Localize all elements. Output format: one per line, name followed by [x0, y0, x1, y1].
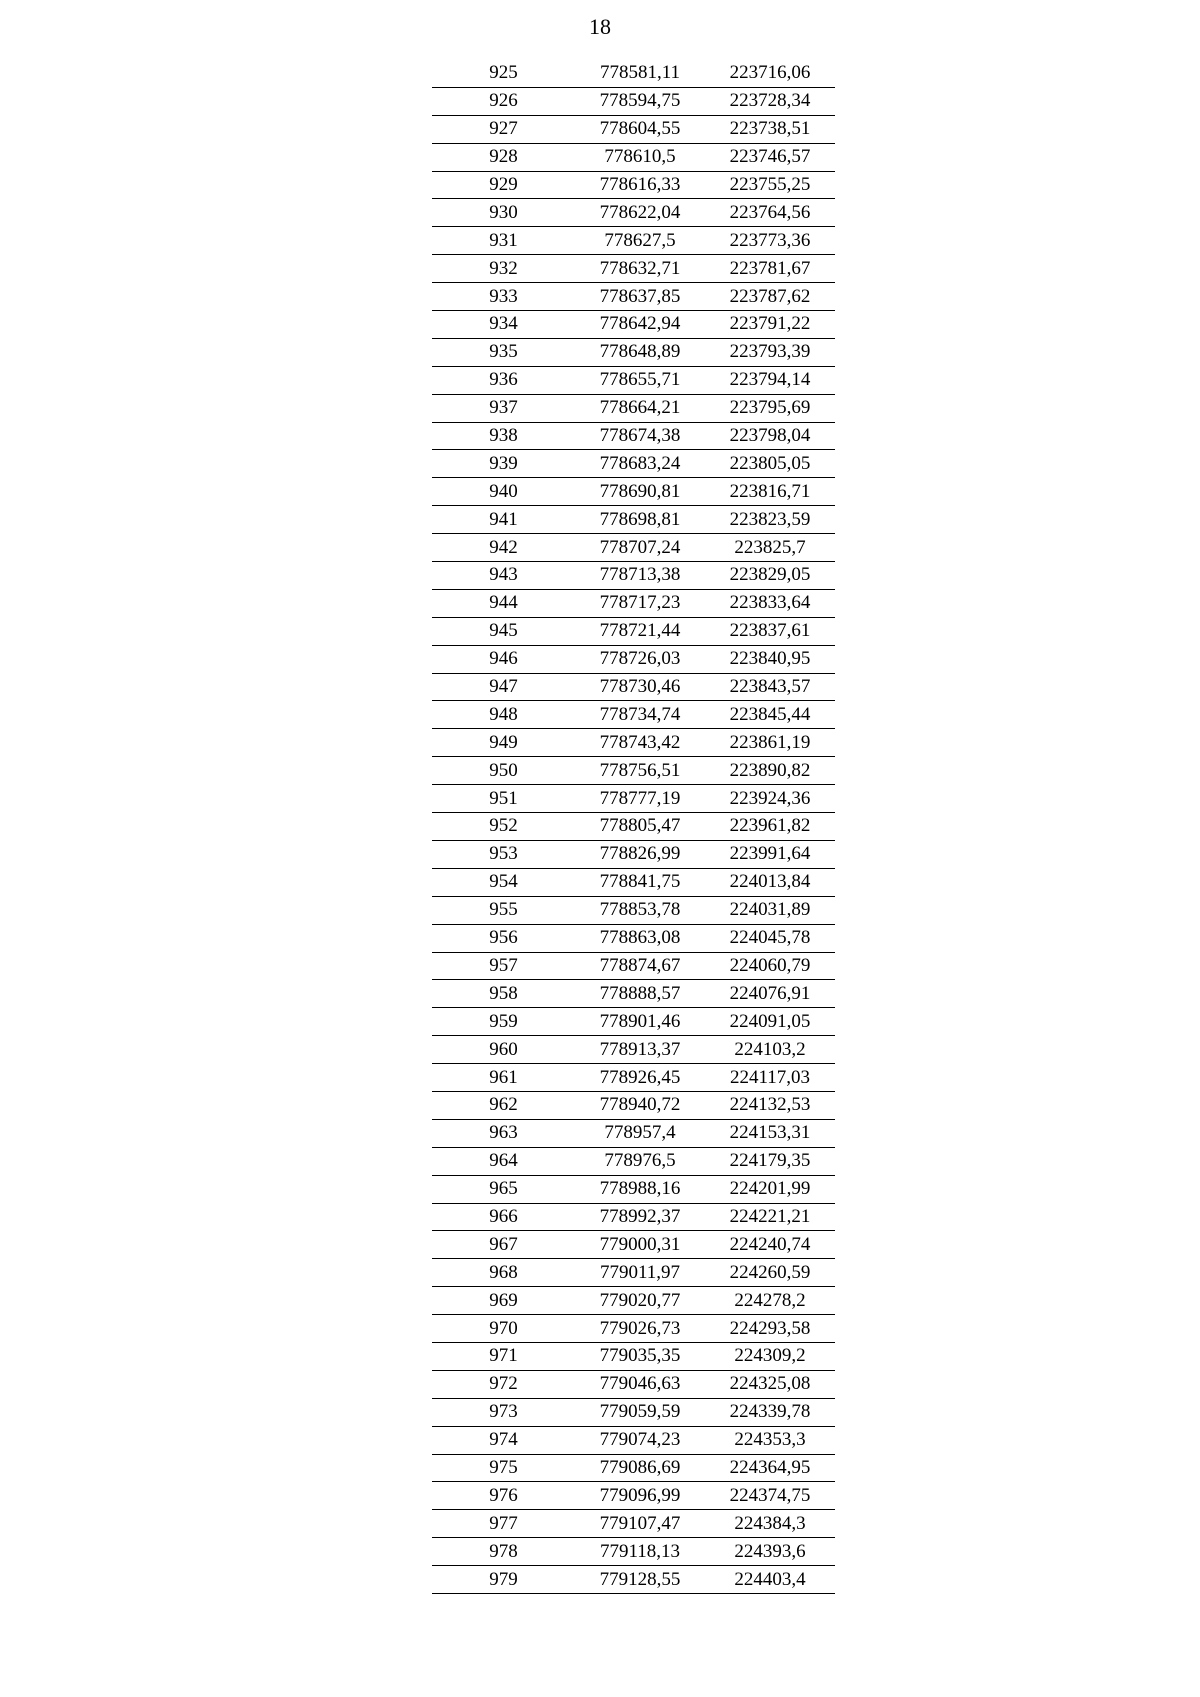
x-coordinate-cell: 778957,4: [575, 1119, 705, 1147]
x-coordinate-cell: 778690,81: [575, 478, 705, 506]
x-coordinate-cell: 778730,46: [575, 673, 705, 701]
x-coordinate-cell: 778674,38: [575, 422, 705, 450]
table-row: [432, 1147, 835, 1175]
y-coordinate-cell: 224403,4: [705, 1566, 835, 1594]
table-row: [432, 506, 835, 534]
point-number-cell: 933: [432, 283, 575, 311]
y-coordinate-cell: 223861,19: [705, 729, 835, 757]
point-number-cell: 951: [432, 785, 575, 813]
x-coordinate-cell: 778664,21: [575, 394, 705, 422]
table-row: [432, 283, 835, 311]
y-coordinate-cell: 223833,64: [705, 589, 835, 617]
x-coordinate-cell: 778637,85: [575, 283, 705, 311]
table-row: [432, 1036, 835, 1064]
x-coordinate-cell: 778707,24: [575, 534, 705, 562]
x-coordinate-cell: 778721,44: [575, 617, 705, 645]
point-number-cell: 932: [432, 255, 575, 283]
y-coordinate-cell: 224293,58: [705, 1315, 835, 1343]
table-row: [432, 87, 835, 115]
point-number-cell: 949: [432, 729, 575, 757]
table-row: [432, 868, 835, 896]
point-number-cell: 974: [432, 1426, 575, 1454]
table-row: [432, 1566, 835, 1594]
y-coordinate-cell: 224374,75: [705, 1482, 835, 1510]
table-row: [432, 1231, 835, 1259]
y-coordinate-cell: 223798,04: [705, 422, 835, 450]
y-coordinate-cell: 224278,2: [705, 1287, 835, 1315]
table-row: [432, 115, 835, 143]
table-row: [432, 199, 835, 227]
x-coordinate-cell: 778976,5: [575, 1147, 705, 1175]
y-coordinate-cell: 224013,84: [705, 868, 835, 896]
table-row: [432, 617, 835, 645]
table-row: [432, 924, 835, 952]
x-coordinate-cell: 778853,78: [575, 896, 705, 924]
table-row: [432, 673, 835, 701]
y-coordinate-cell: 224060,79: [705, 952, 835, 980]
y-coordinate-cell: 224153,31: [705, 1119, 835, 1147]
point-number-cell: 942: [432, 534, 575, 562]
table-row: [432, 1426, 835, 1454]
coordinates-table: [432, 60, 835, 1594]
y-coordinate-cell: 224260,59: [705, 1259, 835, 1287]
table-row: [432, 171, 835, 199]
table-row: [432, 338, 835, 366]
x-coordinate-cell: 778594,75: [575, 87, 705, 115]
x-coordinate-cell: 778610,5: [575, 143, 705, 171]
table-row: [432, 1287, 835, 1315]
table-row: [432, 450, 835, 478]
x-coordinate-cell: 779118,13: [575, 1538, 705, 1566]
table-row: [432, 143, 835, 171]
x-coordinate-cell: 779020,77: [575, 1287, 705, 1315]
table-row: [432, 1482, 835, 1510]
y-coordinate-cell: 223890,82: [705, 757, 835, 785]
x-coordinate-cell: 778698,81: [575, 506, 705, 534]
x-coordinate-cell: 778826,99: [575, 840, 705, 868]
x-coordinate-cell: 778756,51: [575, 757, 705, 785]
x-coordinate-cell: 779059,59: [575, 1398, 705, 1426]
y-coordinate-cell: 223825,7: [705, 534, 835, 562]
table-row: [432, 227, 835, 255]
y-coordinate-cell: 223845,44: [705, 701, 835, 729]
point-number-cell: 967: [432, 1231, 575, 1259]
point-number-cell: 950: [432, 757, 575, 785]
y-coordinate-cell: 223823,59: [705, 506, 835, 534]
x-coordinate-cell: 778632,71: [575, 255, 705, 283]
x-coordinate-cell: 778726,03: [575, 645, 705, 673]
x-coordinate-cell: 779046,63: [575, 1370, 705, 1398]
point-number-cell: 929: [432, 171, 575, 199]
y-coordinate-cell: 223793,39: [705, 338, 835, 366]
y-coordinate-cell: 223816,71: [705, 478, 835, 506]
y-coordinate-cell: 224132,53: [705, 1091, 835, 1119]
table-row: [432, 394, 835, 422]
y-coordinate-cell: 223755,25: [705, 171, 835, 199]
point-number-cell: 936: [432, 366, 575, 394]
table-row: [432, 729, 835, 757]
table-row: [432, 1454, 835, 1482]
table-row: [432, 1203, 835, 1231]
y-coordinate-cell: 223961,82: [705, 813, 835, 841]
y-coordinate-cell: 224201,99: [705, 1175, 835, 1203]
table-row: [432, 1259, 835, 1287]
y-coordinate-cell: 224221,21: [705, 1203, 835, 1231]
point-number-cell: 930: [432, 199, 575, 227]
point-number-cell: 972: [432, 1370, 575, 1398]
point-number-cell: 976: [432, 1482, 575, 1510]
table-row: [432, 1064, 835, 1092]
table-row: [432, 1315, 835, 1343]
table-row: [432, 1091, 835, 1119]
point-number-cell: 952: [432, 813, 575, 841]
table-row: [432, 785, 835, 813]
x-coordinate-cell: 778805,47: [575, 813, 705, 841]
table-row: [432, 952, 835, 980]
y-coordinate-cell: 223764,56: [705, 199, 835, 227]
x-coordinate-cell: 778642,94: [575, 311, 705, 339]
point-number-cell: 926: [432, 87, 575, 115]
point-number-cell: 954: [432, 868, 575, 896]
y-coordinate-cell: 223991,64: [705, 840, 835, 868]
x-coordinate-cell: 778683,24: [575, 450, 705, 478]
x-coordinate-cell: 779011,97: [575, 1259, 705, 1287]
x-coordinate-cell: 778988,16: [575, 1175, 705, 1203]
y-coordinate-cell: 223924,36: [705, 785, 835, 813]
table-row: [432, 1008, 835, 1036]
x-coordinate-cell: 778992,37: [575, 1203, 705, 1231]
x-coordinate-cell: 778743,42: [575, 729, 705, 757]
table-row: [432, 757, 835, 785]
point-number-cell: 948: [432, 701, 575, 729]
x-coordinate-cell: 778874,67: [575, 952, 705, 980]
point-number-cell: 979: [432, 1566, 575, 1594]
table-row: [432, 1175, 835, 1203]
point-number-cell: 925: [432, 60, 575, 87]
point-number-cell: 939: [432, 450, 575, 478]
y-coordinate-cell: 223716,06: [705, 60, 835, 87]
point-number-cell: 941: [432, 506, 575, 534]
point-number-cell: 973: [432, 1398, 575, 1426]
point-number-cell: 947: [432, 673, 575, 701]
point-number-cell: 965: [432, 1175, 575, 1203]
table-row: [432, 1370, 835, 1398]
x-coordinate-cell: 779035,35: [575, 1342, 705, 1370]
y-coordinate-cell: 224103,2: [705, 1036, 835, 1064]
y-coordinate-cell: 224117,03: [705, 1064, 835, 1092]
y-coordinate-cell: 224325,08: [705, 1370, 835, 1398]
point-number-cell: 961: [432, 1064, 575, 1092]
x-coordinate-cell: 778616,33: [575, 171, 705, 199]
y-coordinate-cell: 224353,3: [705, 1426, 835, 1454]
x-coordinate-cell: 778901,46: [575, 1008, 705, 1036]
point-number-cell: 928: [432, 143, 575, 171]
point-number-cell: 956: [432, 924, 575, 952]
point-number-cell: 971: [432, 1342, 575, 1370]
point-number-cell: 960: [432, 1036, 575, 1064]
table-row: [432, 701, 835, 729]
table-row: [432, 1119, 835, 1147]
x-coordinate-cell: 779026,73: [575, 1315, 705, 1343]
point-number-cell: 940: [432, 478, 575, 506]
point-number-cell: 958: [432, 980, 575, 1008]
point-number-cell: 963: [432, 1119, 575, 1147]
x-coordinate-cell: 778888,57: [575, 980, 705, 1008]
y-coordinate-cell: 223840,95: [705, 645, 835, 673]
point-number-cell: 970: [432, 1315, 575, 1343]
table-row: [432, 1342, 835, 1370]
table-row: [432, 534, 835, 562]
coordinates-table-body: [432, 60, 835, 1593]
y-coordinate-cell: 224031,89: [705, 896, 835, 924]
y-coordinate-cell: 223843,57: [705, 673, 835, 701]
table-row: [432, 1398, 835, 1426]
point-number-cell: 946: [432, 645, 575, 673]
point-number-cell: 953: [432, 840, 575, 868]
point-number-cell: 945: [432, 617, 575, 645]
y-coordinate-cell: 224384,3: [705, 1510, 835, 1538]
y-coordinate-cell: 224309,2: [705, 1342, 835, 1370]
table-row: [432, 1538, 835, 1566]
y-coordinate-cell: 223787,62: [705, 283, 835, 311]
x-coordinate-cell: 778734,74: [575, 701, 705, 729]
y-coordinate-cell: 223738,51: [705, 115, 835, 143]
table-row: [432, 422, 835, 450]
x-coordinate-cell: 778713,38: [575, 562, 705, 590]
point-number-cell: 927: [432, 115, 575, 143]
table-row: [432, 311, 835, 339]
x-coordinate-cell: 778863,08: [575, 924, 705, 952]
x-coordinate-cell: 778655,71: [575, 366, 705, 394]
table-row: [432, 896, 835, 924]
point-number-cell: 944: [432, 589, 575, 617]
point-number-cell: 975: [432, 1454, 575, 1482]
x-coordinate-cell: 779128,55: [575, 1566, 705, 1594]
point-number-cell: 964: [432, 1147, 575, 1175]
x-coordinate-cell: 778627,5: [575, 227, 705, 255]
y-coordinate-cell: 223781,67: [705, 255, 835, 283]
point-number-cell: 977: [432, 1510, 575, 1538]
table-row: [432, 589, 835, 617]
y-coordinate-cell: 224091,05: [705, 1008, 835, 1036]
y-coordinate-cell: 223746,57: [705, 143, 835, 171]
x-coordinate-cell: 779074,23: [575, 1426, 705, 1454]
table-row: [432, 840, 835, 868]
y-coordinate-cell: 224179,35: [705, 1147, 835, 1175]
point-number-cell: 969: [432, 1287, 575, 1315]
table-row: [432, 366, 835, 394]
point-number-cell: 968: [432, 1259, 575, 1287]
table-row: [432, 478, 835, 506]
y-coordinate-cell: 224364,95: [705, 1454, 835, 1482]
x-coordinate-cell: 778940,72: [575, 1091, 705, 1119]
point-number-cell: 931: [432, 227, 575, 255]
x-coordinate-cell: 779086,69: [575, 1454, 705, 1482]
table-row: [432, 60, 835, 87]
y-coordinate-cell: 223773,36: [705, 227, 835, 255]
table-row: [432, 255, 835, 283]
point-number-cell: 935: [432, 338, 575, 366]
y-coordinate-cell: 223795,69: [705, 394, 835, 422]
x-coordinate-cell: 778926,45: [575, 1064, 705, 1092]
x-coordinate-cell: 778717,23: [575, 589, 705, 617]
y-coordinate-cell: 223794,14: [705, 366, 835, 394]
page-number: 18: [589, 14, 611, 39]
y-coordinate-cell: 224076,91: [705, 980, 835, 1008]
point-number-cell: 943: [432, 562, 575, 590]
x-coordinate-cell: 778581,11: [575, 60, 705, 87]
x-coordinate-cell: 778604,55: [575, 115, 705, 143]
table-row: [432, 645, 835, 673]
y-coordinate-cell: 224240,74: [705, 1231, 835, 1259]
x-coordinate-cell: 778777,19: [575, 785, 705, 813]
y-coordinate-cell: 224339,78: [705, 1398, 835, 1426]
point-number-cell: 938: [432, 422, 575, 450]
table-row: [432, 980, 835, 1008]
table-row: [432, 562, 835, 590]
x-coordinate-cell: 779000,31: [575, 1231, 705, 1259]
table-row: [432, 1510, 835, 1538]
point-number-cell: 978: [432, 1538, 575, 1566]
y-coordinate-cell: 223791,22: [705, 311, 835, 339]
point-number-cell: 959: [432, 1008, 575, 1036]
x-coordinate-cell: 778913,37: [575, 1036, 705, 1064]
point-number-cell: 955: [432, 896, 575, 924]
point-number-cell: 937: [432, 394, 575, 422]
x-coordinate-cell: 778841,75: [575, 868, 705, 896]
y-coordinate-cell: 223728,34: [705, 87, 835, 115]
table-row: [432, 813, 835, 841]
x-coordinate-cell: 779096,99: [575, 1482, 705, 1510]
point-number-cell: 962: [432, 1091, 575, 1119]
x-coordinate-cell: 779107,47: [575, 1510, 705, 1538]
y-coordinate-cell: 223837,61: [705, 617, 835, 645]
y-coordinate-cell: 223829,05: [705, 562, 835, 590]
x-coordinate-cell: 778648,89: [575, 338, 705, 366]
y-coordinate-cell: 224045,78: [705, 924, 835, 952]
x-coordinate-cell: 778622,04: [575, 199, 705, 227]
y-coordinate-cell: 224393,6: [705, 1538, 835, 1566]
point-number-cell: 966: [432, 1203, 575, 1231]
point-number-cell: 957: [432, 952, 575, 980]
y-coordinate-cell: 223805,05: [705, 450, 835, 478]
point-number-cell: 934: [432, 311, 575, 339]
